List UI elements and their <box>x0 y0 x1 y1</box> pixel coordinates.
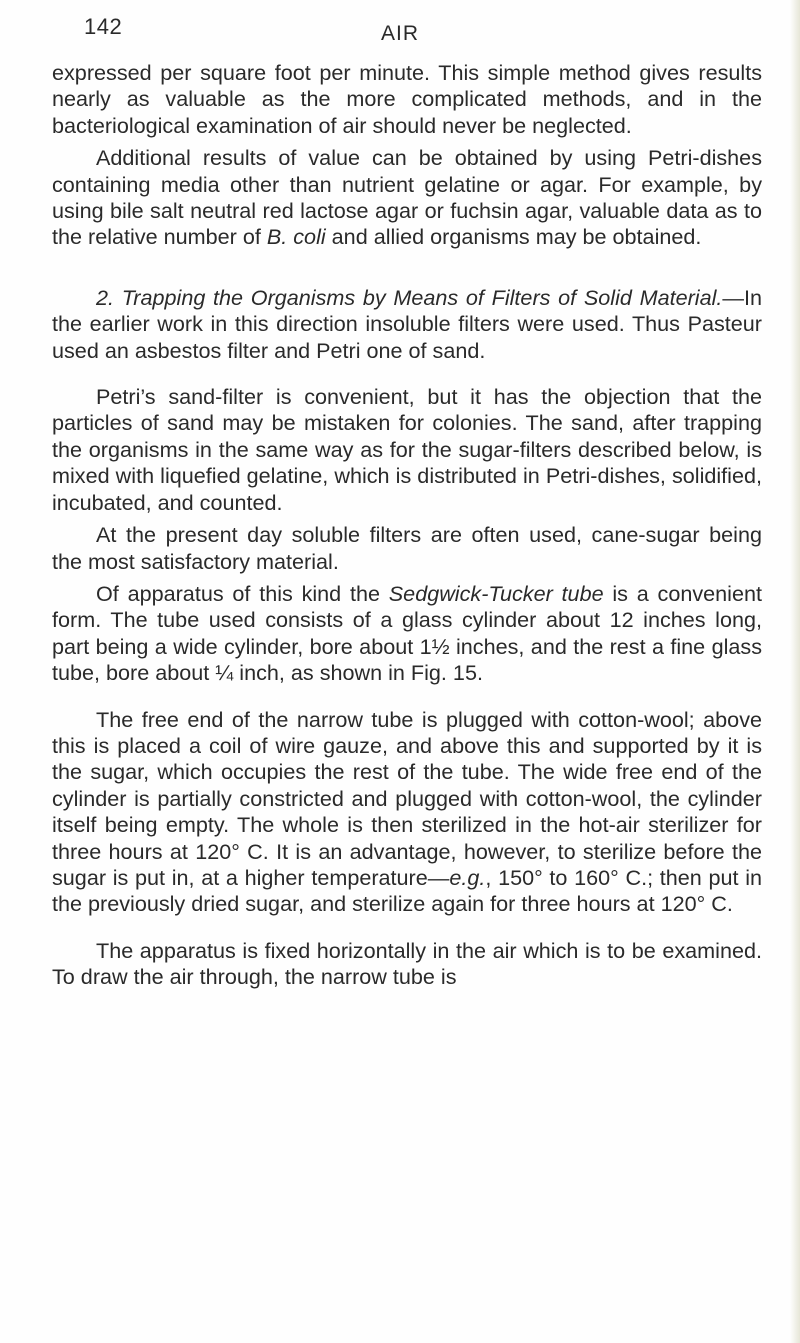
paragraph-continued: expressed per square foot per minute. This simple method gives results nearly as valuable as the more complicated methods, and in the bacteriological examination of air should never be neglected. <box>52 60 762 138</box>
italic-term-sedgwick-tucker-tube: Sedgwick-Tucker tube <box>388 580 604 606</box>
paragraph-text: Additional results of value can be obtained by using Petri-dishes containing media other than nutrient gelatine or agar. For example, by using bile salt neutral red lactose agar or fuchsin agar, valuable data as to the relative number of <box>52 145 762 250</box>
paragraph-tube-preparation <box>52 707 762 918</box>
paragraph-text: The free end of the narrow tube is plugged with cotton-wool; above this is placed a coil of wire gauze, and above this and supported by it is the sugar, which occupies the rest of the tube. The wide free end of the cylinder is partially constricted and plugged with cotton-wool, the cylinder itself being empty. The whole is then sterilized in the hot-air sterilizer for three hours at 120° C. It is an advantage, however, to sterilize before the sugar is put in, at a higher temperature— <box>52 706 762 890</box>
body-text <box>52 60 762 991</box>
page-edge-shadow <box>790 0 800 1343</box>
italic-term-b-coli: B. coli <box>266 224 326 250</box>
paragraph-text: , 150° to 160° C.; then put in the previously dried sugar, and sterilize again for three hours at 120° C. <box>52 864 762 917</box>
paragraph-sedgwick-tucker <box>52 581 762 687</box>
paragraph-text: is a convenient form. The tube used consists of a glass cylinder about 12 inches long, part being a wide cylinder, bore about 1½ inches, and the rest a fine glass tube, bore about ¼ inch, as shown in Fig. 15. <box>52 580 762 686</box>
italic-term-eg: e.g. <box>449 864 486 890</box>
paragraph-text: Of apparatus of this kind the <box>96 580 389 606</box>
page-number: 142 <box>84 14 123 39</box>
paragraph-text: —In the earlier work in this direction insoluble filters were used. Thus Pasteur used an asbestos filter and Petri one of sand. <box>52 284 762 363</box>
section-heading: 2. Trapping the Organisms by Means of Filters of Solid Material. <box>96 284 723 310</box>
paragraph-apparatus-fixed: The apparatus is fixed horizontally in the air which is to be examined. To draw the air through, the narrow tube is <box>52 937 762 990</box>
section-trapping-filters <box>52 285 762 364</box>
paragraph-additional-results <box>52 145 762 251</box>
paragraph-soluble-filters: At the present day soluble filters are often used, cane-sugar being the most satisfactory material. <box>52 522 762 574</box>
paragraph-sand-filter: Petri’s sand-filter is convenient, but it has the objection that the particles of sand may be mistaken for colonies. The sand, after trapping the organisms in the same way as for the sugar-filters described below, is mixed with liquefied gelatine, which is distributed in Petri-dishes, solidified, incubated, and counted. <box>52 384 762 515</box>
running-title: AIR <box>380 22 419 45</box>
paragraph-text: and allied organisms may be obtained. <box>325 224 702 250</box>
